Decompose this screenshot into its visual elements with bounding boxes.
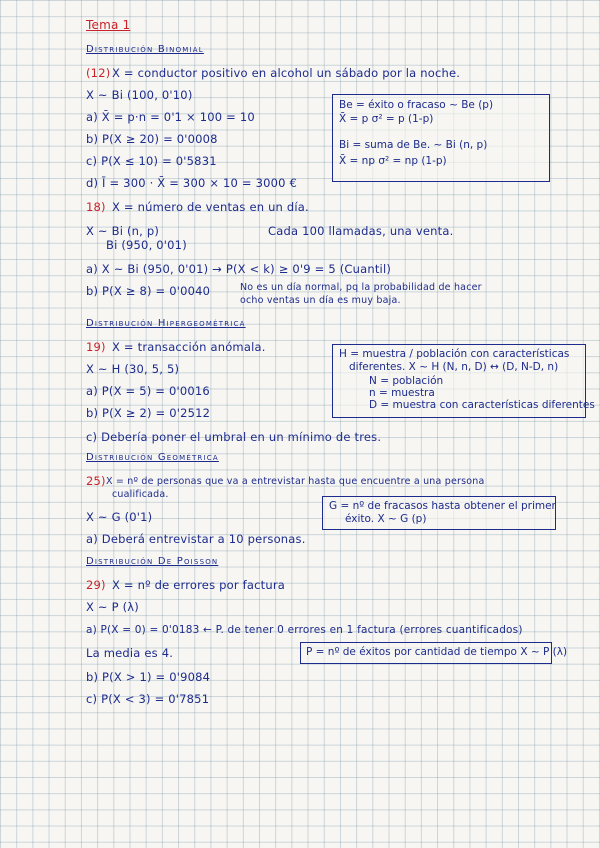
binomial-definition-box (332, 94, 550, 182)
hyper-box-line-5: D = muestra con características diferentes (369, 399, 595, 411)
problem-19-a: a) P(X = 5) = 0'0016 (86, 384, 210, 398)
geometric-box-line-2: éxito. X ~ G (p) (345, 513, 427, 525)
section-poisson: Distribución De Poisson (86, 556, 219, 567)
problem-25-text-2: cualificada. (112, 489, 169, 500)
problem-12-c: c) P(X ≤ 10) = 0'5831 (86, 154, 217, 168)
section-binomial: Distribución Binomial (86, 44, 204, 55)
problem-29-b: b) P(X > 1) = 0'9084 (86, 670, 211, 684)
geometric-definition-box (322, 496, 556, 530)
section-geometric: Distribución Geométrica (86, 452, 219, 463)
problem-18-dist: X ~ Bi (n, p) (86, 224, 160, 238)
page-title: Tema 1 (86, 18, 131, 32)
problem-19-text: X = transacción anómala. (112, 340, 266, 354)
problem-18-note: Cada 100 llamadas, una venta. (268, 224, 454, 238)
problem-18-dist-2: Bi (950, 0'01) (106, 238, 187, 252)
hyper-box-line-4: n = muestra (369, 387, 435, 399)
problem-25-a: a) Deberá entrevistar a 10 personas. (86, 532, 306, 546)
problem-18-a: a) X ~ Bi (950, 0'01) → P(X < k) ≥ 0'9 = 5 (Cuantil) (86, 262, 392, 276)
problem-25-text-1: X = nº de personas que va a entrevistar hasta que encuentre a una persona (106, 476, 485, 487)
hyper-box-line-1: H = muestra / población con características (339, 348, 570, 360)
problem-12-b: b) P(X ≥ 20) = 0'0008 (86, 132, 218, 146)
problem-18-text: X = número de ventas en un día. (112, 200, 309, 214)
problem-12-a: a) X̄ = p·n = 0'1 × 100 = 10 (86, 110, 255, 124)
poisson-definition-box (300, 642, 568, 664)
binomial-box-line-2: X̄ = p σ² = p (1-p) (339, 113, 434, 125)
section-hypergeometric: Distribución Hipergeométrica (86, 318, 246, 329)
problem-29-label: 29) (86, 578, 106, 592)
problem-19-b: b) P(X ≥ 2) = 0'2512 (86, 406, 211, 420)
problem-18-b-note-1: No es un día normal, pq la probabilidad de hacer (240, 282, 482, 293)
problem-12-dist: X ~ Bi (100, 0'10) (86, 88, 193, 102)
problem-18-label: 18) (86, 200, 106, 214)
problem-18-b-note-2: ocho ventas un día es muy baja. (240, 295, 401, 306)
poisson-box-line-1: P = nº de éxitos por cantidad de tiempo X ~ P (λ) (306, 646, 568, 658)
problem-29-mean: La media es 4. (86, 646, 174, 660)
problem-29-text: X = nº de errores por factura (112, 578, 286, 592)
problem-12-d: d) Ī = 300 · X̄ = 300 × 10 = 3000 € (86, 176, 298, 190)
problem-12-label: (12) (86, 66, 111, 80)
problem-29-dist: X ~ P (λ) (86, 600, 139, 614)
binomial-box-line-4: X̄ = np σ² = np (1-p) (339, 155, 447, 167)
hyper-box-line-2: diferentes. X ~ H (N, n, D) ↔ (D, N-D, n) (349, 361, 559, 373)
problem-12-text: X = conductor positivo en alcohol un sábado por la noche. (112, 66, 461, 80)
problem-19-dist: X ~ H (30, 5, 5) (86, 362, 180, 376)
hypergeometric-definition-box (332, 344, 595, 418)
geometric-box-line-1: G = nº de fracasos hasta obtener el primer (329, 500, 556, 512)
problem-25-label: 25) (86, 474, 106, 488)
binomial-box-line-3: Bi = suma de Be. ~ Bi (n, p) (339, 139, 488, 151)
problem-19-c: c) Debería poner el umbral en un mínimo de tres. (86, 430, 382, 444)
problem-18-b: b) P(X ≥ 8) = 0'0040 (86, 284, 211, 298)
problem-25-dist: X ~ G (0'1) (86, 510, 153, 524)
hyper-box-line-3: N = población (369, 375, 444, 387)
problem-29-c: c) P(X < 3) = 0'7851 (86, 692, 210, 706)
binomial-box-line-1: Be = éxito o fracaso ~ Be (p) (339, 99, 494, 111)
problem-29-a: a) P(X = 0) = 0'0183 ← P. de tener 0 errores en 1 factura (errores cuantificados) (86, 624, 523, 636)
problem-19-label: 19) (86, 340, 106, 354)
